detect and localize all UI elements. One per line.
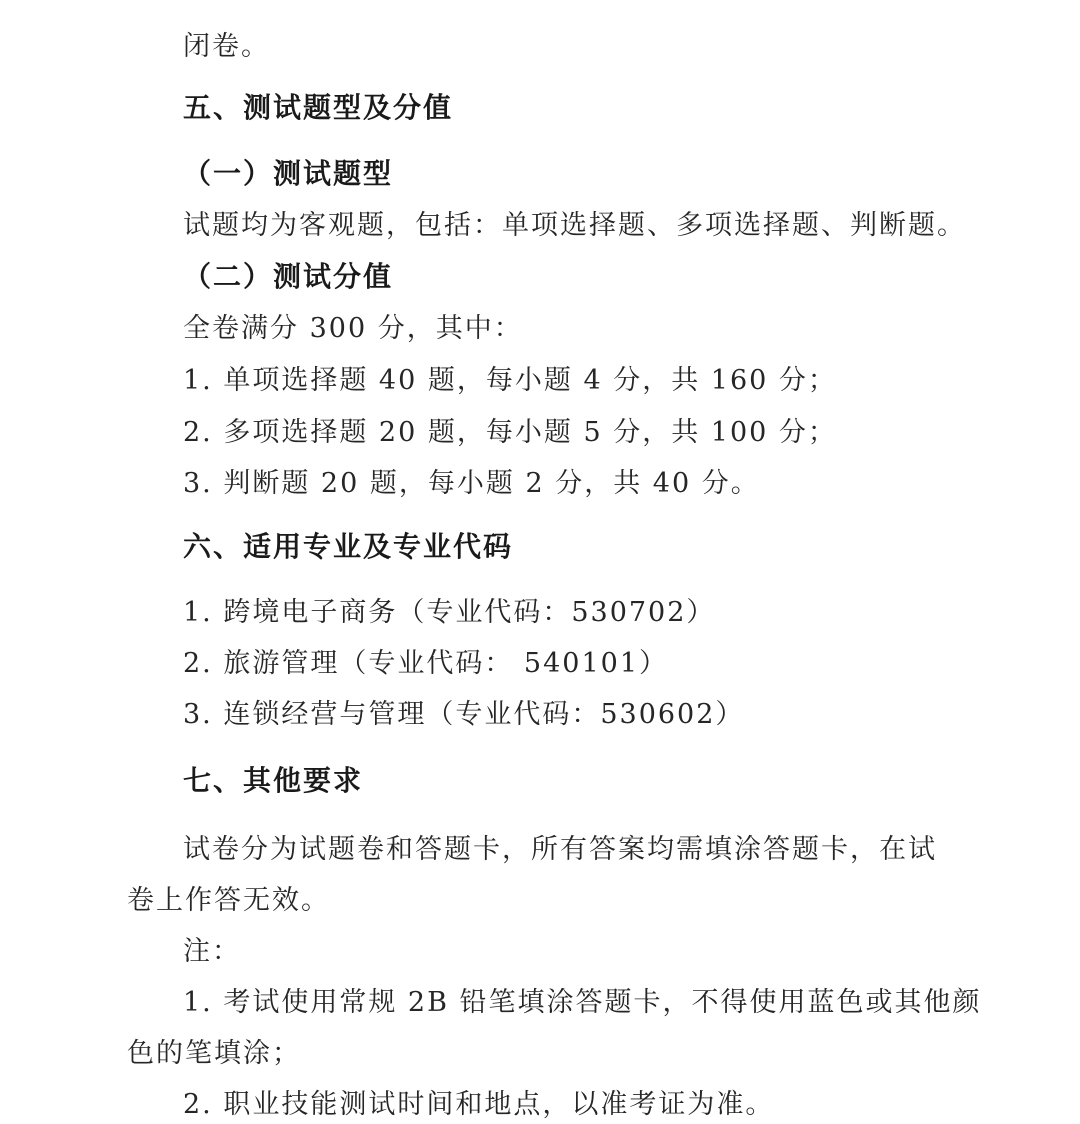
subsection-question-types-heading: （一）测试题型 [183, 157, 394, 190]
total-score-text: 全卷满分 300 分，其中： [183, 313, 523, 344]
question-types-text: 试题均为客观题，包括：单项选择题、多项选择题、判断题。 [183, 210, 966, 241]
score-item-multiple-choice: 2. 多项选择题 20 题，每小题 5 分，共 100 分； [183, 417, 837, 448]
note-item-1-line-1: 1. 考试使用常规 2B 铅笔填涂答题卡，不得使用蓝色或其他颜 [183, 987, 982, 1018]
section-5-heading: 五、测试题型及分值 [183, 91, 454, 124]
note-item-1-line-2: 色的笔填涂； [127, 1038, 301, 1069]
note-item-2: 2. 职业技能测试时间和地点，以准考证为准。 [183, 1089, 775, 1120]
answer-sheet-paragraph-line-1: 试卷分为试题卷和答题卡，所有答案均需填涂答题卡，在试 [183, 834, 937, 865]
note-label: 注： [183, 936, 241, 967]
score-item-single-choice: 1. 单项选择题 40 题，每小题 4 分，共 160 分； [183, 365, 837, 396]
major-item-tourism-management: 2. 旅游管理（专业代码： 540101） [183, 648, 668, 679]
score-item-true-false: 3. 判断题 20 题，每小题 2 分，共 40 分。 [183, 468, 760, 499]
answer-sheet-paragraph-line-2: 卷上作答无效。 [127, 885, 330, 916]
exam-format-text: 闭卷。 [183, 31, 270, 62]
major-item-cross-border-ecommerce: 1. 跨境电子商务（专业代码：530702） [183, 597, 716, 628]
section-6-heading: 六、适用专业及专业代码 [183, 530, 514, 563]
section-7-heading: 七、其他要求 [183, 764, 364, 797]
subsection-scores-heading: （二）测试分值 [183, 260, 394, 293]
major-item-chain-management: 3. 连锁经营与管理（专业代码：530602） [183, 699, 745, 730]
